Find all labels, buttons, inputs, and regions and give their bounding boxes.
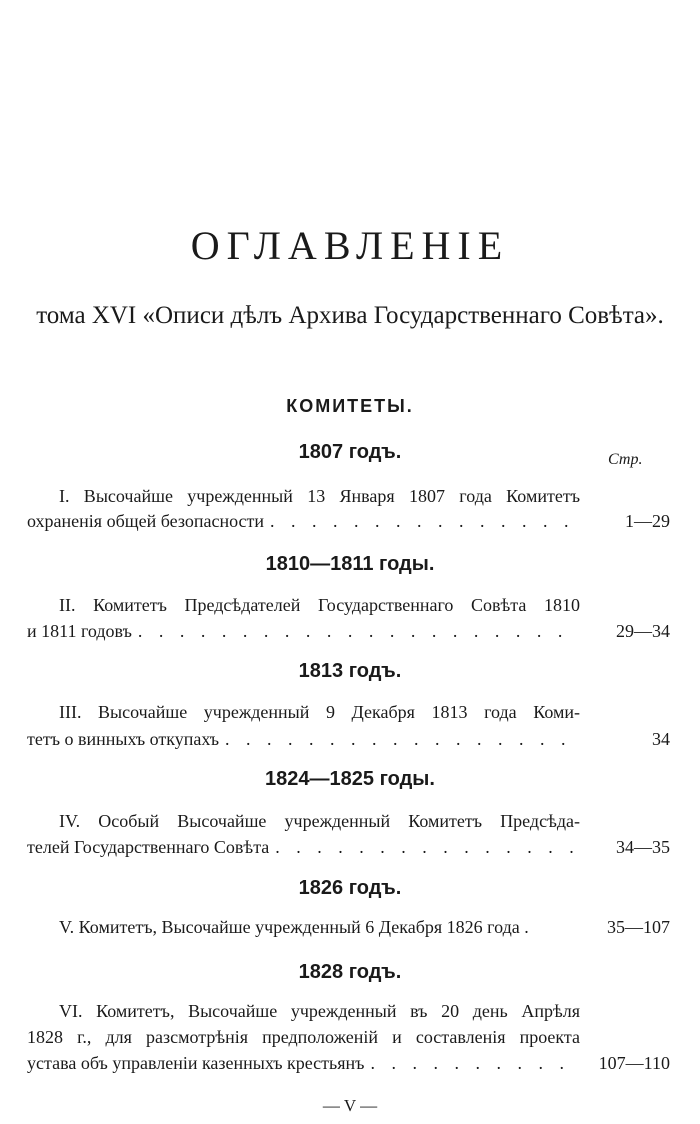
entry-pages: 34	[652, 729, 670, 749]
year-heading: 1810—1811 годы.	[265, 553, 435, 575]
page-subtitle: тома XVI «Описи дѣлъ Архива Государственнаго Совѣта».	[36, 302, 664, 329]
year-heading: 1824—1825 годы.	[265, 768, 435, 790]
entry-pages: 34—35	[616, 837, 670, 857]
leader-dots	[225, 728, 580, 750]
entry-pages: 35—107	[607, 917, 670, 937]
leader-dots	[275, 836, 580, 858]
entry-last-line-text: охраненія общей безопасности	[27, 511, 265, 531]
page-number: — V —	[322, 1096, 378, 1115]
entry-pages: 1—29	[625, 511, 670, 531]
page-title: ОГЛАВЛЕНІЕ	[190, 223, 510, 268]
entry-last-line-text: тетъ о винныхъ откупахъ	[27, 729, 220, 749]
year-heading: 1828 годъ.	[298, 961, 402, 983]
entry-line: II. Комитетъ Предсѣдателей Государственнаго Совѣта 1810	[59, 595, 580, 615]
leader-dots	[138, 620, 580, 642]
entry-pages: 29—34	[616, 621, 670, 641]
year-heading: 1813 годъ.	[298, 660, 402, 682]
leader-dots	[270, 510, 580, 532]
entry-line: IV. Особый Высочайше учрежденный Комитетъ Предсѣда-	[59, 811, 580, 831]
entry-last-line	[27, 620, 580, 642]
entry-line: 1828 г., для разсмотрѣнія предположеній и составленія проекта	[27, 1027, 580, 1047]
entry-last-line	[27, 728, 580, 750]
entry-last-line: V. Комитетъ, Высочайше учрежденный 6 Декабря 1826 года .	[59, 917, 529, 937]
entry-line: I. Высочайше учрежденный 13 Января 1807 года Комитетъ	[59, 486, 580, 506]
entry-last-line	[27, 510, 580, 532]
entry-last-line-text: и 1811 годовъ	[27, 621, 132, 641]
entry-line: III. Высочайше учрежденный 9 Декабря 1813 года Коми-	[59, 702, 580, 722]
entry-pages: 107—110	[598, 1053, 670, 1073]
section-heading: КОМИТЕТЫ.	[286, 396, 414, 416]
entry-last-line-text: устава объ управленіи казенныхъ крестьянъ	[27, 1053, 365, 1073]
entry-last-line	[27, 836, 580, 858]
entry-last-line	[27, 1052, 580, 1074]
year-heading: 1807 годъ.	[298, 441, 402, 463]
year-heading: 1826 годъ.	[298, 877, 402, 899]
leader-dots	[370, 1052, 580, 1074]
entry-last-line-text: телей Государственнаго Совѣта	[27, 837, 270, 857]
entry-line: VI. Комитетъ, Высочайше учрежденный въ 20 день Апрѣля	[59, 1001, 580, 1021]
page-column-label: Стр.	[608, 451, 643, 468]
